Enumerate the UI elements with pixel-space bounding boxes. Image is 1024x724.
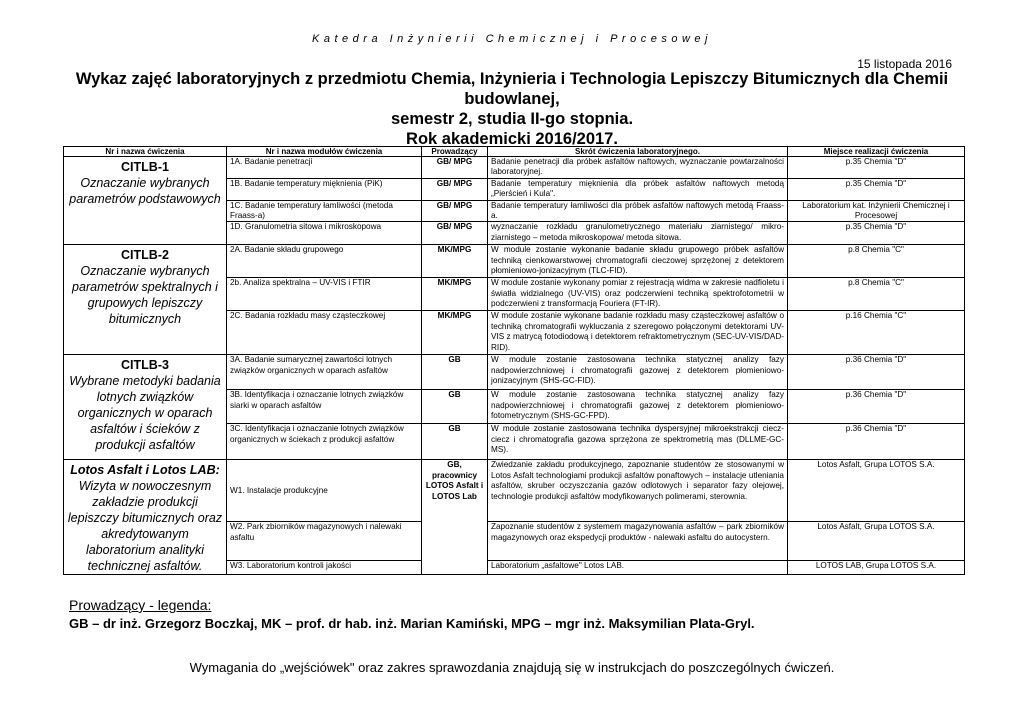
- module-place: p.8 Chemia "C": [788, 278, 965, 311]
- module-place: p.35 Chemia "D": [788, 178, 965, 200]
- table-header-row: [64, 147, 965, 157]
- module-name: W3. Laboratorium kontroli jakości: [227, 561, 422, 575]
- module-summary: wyznaczanie rozkładu granulometrycznego materiału ziarnistego/ mikro-ziarnistego – metoda mikroskopowa/ metoda sitowa.: [488, 222, 788, 245]
- module-summary: Laboratorium „asfaltowe" Lotos LAB.: [488, 561, 788, 575]
- lab-schedule-table: [63, 146, 965, 575]
- exercise-description: Oznaczanie wybranych parametrów spektralnych i grupowych lepiszczy bitumicznych: [72, 264, 218, 327]
- module-name: W2. Park zbiorników magazynowych i nalewaki asfaltu: [227, 522, 422, 561]
- module-lead: GB/ MPG: [422, 178, 488, 200]
- exercise-code: Lotos Asfalt i Lotos LAB:: [70, 463, 220, 478]
- module-place: p.36 Chemia "D": [788, 355, 965, 390]
- table-row: [64, 355, 965, 390]
- module-summary: Zwiedzanie zakładu produkcyjnego, zapoznanie studentów ze stosowanymi w Lotos Asfalt technologiami produkcji asfaltów ponaftowych – instalacje utleniania asfaltów, skruber oczyszczania gazów odlotowych i separator fazy olejowej, technologie produkcji asfaltów modyfikowanych polimerami, sterownia.: [488, 460, 788, 522]
- exercise-description: Wybrane metodyki badania lotnych związków organicznych w oparach asfaltów i ścieków z produkcji asfaltów: [69, 374, 221, 453]
- document-date: 15 listopada 2016: [857, 57, 952, 71]
- exercise-code: CITLB-3: [121, 358, 169, 373]
- module-name: 2b. Analiza spektralna – UV-VIS i FTIR: [227, 278, 422, 311]
- title-line-1: Wykaz zajęć laboratoryjnych z przedmiotu Chemia, Inżynieria i Technologia Lepiszczy Bitumicznych dla Chemii budowlanej,: [75, 70, 949, 108]
- exercise-code: CITLB-2: [121, 248, 169, 263]
- module-name: 1B. Badanie temperatury mięknienia (PiK): [227, 178, 422, 200]
- exercise-cell: [64, 355, 227, 460]
- col-header-lead: Prowadzący: [422, 147, 488, 157]
- module-summary: Badanie penetracji dla próbek asfaltów naftowych, wyznaczanie powtarzalności laboratoryjnej.: [488, 157, 788, 179]
- col-header-modules: Nr i nazwa modułów ćwiczenia: [227, 147, 422, 157]
- module-summary: W module zostanie zastosowana technika statycznej analizy fazy nadpowierzchniowej i chromatografii gazowej z detektorem płomieniowo-jonizacyjnym (SHS-GC-FID).: [488, 355, 788, 390]
- title-line-2: semestr 2, studia II-go stopnia.: [390, 110, 634, 128]
- col-header-exercise: Nr i nazwa ćwiczenia: [64, 147, 227, 157]
- module-name: 2C. Badania rozkładu masy cząsteczkowej: [227, 311, 422, 355]
- exercise-cell: [64, 245, 227, 355]
- module-lead: GB: [422, 355, 488, 390]
- module-name: 2A. Badanie składu grupowego: [227, 245, 422, 278]
- exercise-cell: [64, 157, 227, 245]
- module-summary: Badanie temperatury mięknienia dla próbek asfaltów naftowych metodą „Pierścień i Kula".: [488, 178, 788, 200]
- module-summary: Zapoznanie studentów z systemem magazynowania asfaltów – park zbiorników magazynowych oraz ekspedycji produktów - nalewaki asfaltu do autocystern.: [488, 522, 788, 561]
- module-lead: MK/MPG: [422, 311, 488, 355]
- module-place: p.16 Chemia "C": [788, 311, 965, 355]
- module-place: p.35 Chemia "D": [788, 157, 965, 179]
- module-name: W1. Instalacje produkcyjne: [227, 460, 422, 522]
- module-summary: W module zostanie wykonanie badanie składu grupowego próbek asfaltów techniką cienkowarstwowej chromatografii cieczowej sprzężonej z detektorem płomieniowo-jonizacyjnym (TLC-FID).: [488, 245, 788, 278]
- module-place: Lotos Asfalt, Grupa LOTOS S.A.: [788, 522, 965, 561]
- col-header-place: Miejsce realizacji ćwiczenia: [788, 147, 965, 157]
- module-name: 3C. Identyfikacja i oznaczanie lotnych związków organicznych w ściekach z produkcji asfaltów: [227, 424, 422, 460]
- module-summary: W module zostanie wykonane badanie rozkładu masy cząsteczkowej asfaltów o techniką chromatografii wykluczania z szeregowo połączonymi detektorami UV-VIS z matrycą fotodiodową i detektorem refraktometrycznym (SEC-UV-VIS/DAD-RID).: [488, 311, 788, 355]
- module-summary: W module zostanie wykonany pomiar z rejestracją widma w zakresie nadfioletu i światła widzialnego (UV-VIS) oraz podczerwieni techniką spektrofotometrii w podczerwieni z transformacją Fouriera (FT-IR).: [488, 278, 788, 311]
- module-place: Laboratorium kat. Inżynierii Chemicznej i Procesowej: [788, 200, 965, 222]
- table-row: [64, 460, 965, 522]
- module-summary: Badanie temperatury łamliwości dla próbek asfaltów naftowych metodą Fraass-a.: [488, 200, 788, 222]
- module-lead: GB: [422, 390, 488, 424]
- module-lead: MK/MPG: [422, 278, 488, 311]
- module-name: 1D. Granulometria sitowa i mikroskopowa: [227, 222, 422, 245]
- module-place: p.8 Chemia "C": [788, 245, 965, 278]
- module-place: p.36 Chemia "D": [788, 390, 965, 424]
- module-name: 1C. Badanie temperatury łamliwości (metoda Fraass-a): [227, 200, 422, 222]
- module-lead: MK/MPG: [422, 245, 488, 278]
- module-place: LOTOS LAB, Grupa LOTOS S.A.: [788, 561, 965, 575]
- legend-heading: Prowadzący - legenda:: [69, 597, 212, 613]
- exercise-description: Oznaczanie wybranych parametrów podstawowych: [69, 176, 221, 206]
- module-lead: GB/ MPG: [422, 157, 488, 179]
- module-lead: GB: [422, 424, 488, 460]
- module-place: p.35 Chemia "D": [788, 222, 965, 245]
- module-lead: GB/ MPG: [422, 200, 488, 222]
- exercise-cell: [64, 460, 227, 575]
- module-summary: W module zostanie zastosowana technika statycznej analizy fazy nadpowierzchniowej i chromatografii gazowej z detektorem płomieniowo-fotometrycznym (SHS-GC-FPD).: [488, 390, 788, 424]
- module-lead: GB, pracownicy LOTOS Asfalt i LOTOS Lab: [422, 460, 488, 575]
- exercise-description: Wizyta w nowoczesnym zakładzie produkcji lepiszczy bitumicznych oraz akredytowanym laboratorium analityki technicznej asfaltów.: [67, 479, 223, 574]
- module-name: 3B. Identyfikacja i oznaczanie lotnych związków siarki w oparach asfaltów: [227, 390, 422, 424]
- legend-text: GB – dr inż. Grzegorz Boczkaj, MK – prof. dr hab. inż. Marian Kamiński, MPG – mgr inż. Maksymilian Plata-Gryl.: [69, 616, 755, 631]
- table-row: [64, 245, 965, 278]
- module-place: Lotos Asfalt, Grupa LOTOS S.A.: [788, 460, 965, 522]
- department-header: Katedra Inżynierii Chemicznej i Procesowej: [312, 33, 712, 45]
- col-header-summary: Skrót ćwiczenia laboratoryjnego.: [488, 147, 788, 157]
- module-name: 1A. Badanie penetracji: [227, 157, 422, 179]
- exercise-code: CITLB-1: [121, 160, 169, 174]
- module-lead: GB/ MPG: [422, 222, 488, 245]
- module-place: p.36 Chemia "D": [788, 424, 965, 460]
- footer-note: Wymagania do „wejściówek" oraz zakres sprawozdania znajdują się w instrukcjach do poszczególnych ćwiczeń.: [189, 660, 835, 675]
- module-name: 3A. Badanie sumarycznej zawartości lotnych związków organicznych w oparach asfaltów: [227, 355, 422, 390]
- table-row: [64, 157, 965, 179]
- title-line-3: Rok akademicki 2016/2017.: [406, 130, 618, 148]
- module-summary: W module zostanie zastosowana technika dyspersyjnej mikroekstrakcji ciecz-ciecz i chromatografia gazowa sprzężona ze spektrometrią mas (DLLME-GC-MS).: [488, 424, 788, 460]
- document-title: [60, 69, 964, 149]
